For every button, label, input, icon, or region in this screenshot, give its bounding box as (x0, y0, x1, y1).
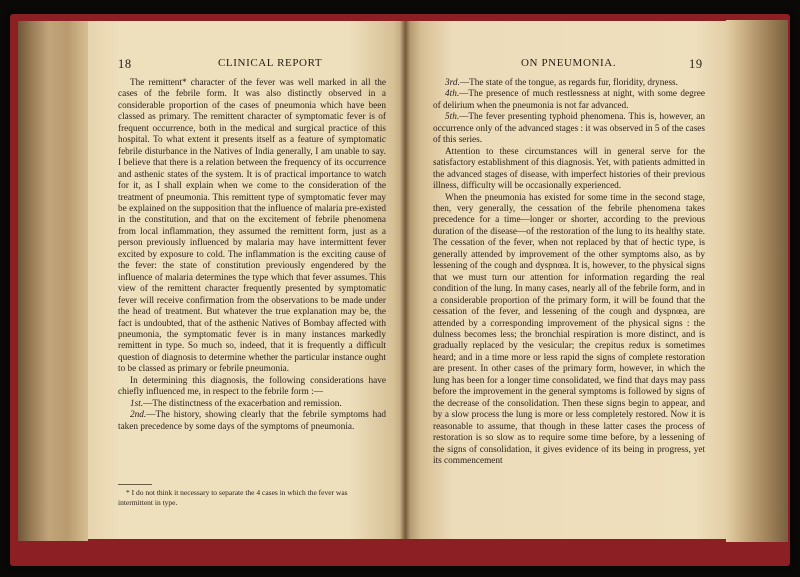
left-page (88, 21, 406, 539)
left-page-body (118, 78, 386, 433)
list-text: —The history, showing clearly that the febrile symptoms had taken precedence by some days of the symptoms of pneumonia. (118, 410, 386, 432)
list-item (118, 399, 386, 410)
list-item (118, 410, 386, 433)
page-number-left: 18 (118, 57, 132, 71)
right-page-body (433, 78, 705, 467)
left-page-edges (18, 21, 88, 541)
list-item (433, 112, 705, 146)
running-head-right: ON PNEUMONIA. (521, 57, 617, 69)
right-page (405, 21, 727, 539)
list-item (433, 89, 705, 112)
paragraph: The remittent* character of the fever was well marked in all the cases of the febrile form. It was also distinctly observed in a considerable proportion of the cases of pneumonia which have been classed as primary. The remittent character of symptomatic fever is of frequent occurrence, both in the medical and surgical practice of this hospital. To what extent it presents itself as a feature of symptomatic febrile disturbance in the Natives of India generally, I am unable to say. I believe that there is a relation between the frequency of its occurrence and asthenic states of the system. It is of practical importance to watch for it, as I shall explain when we come to the consideration of the treatment of pneumonia. This remittent type of symptomatic fever may be explained on the supposition that the influence of malaria pre-existed in the constitution, and that on the excitement of febrile phenomena from local inflammation, they assumed the remittent form, just as a person previously influenced by malaria may have intermittent fever excited by exposure to cold. The inflammation is the exciting cause of the fever: the state of constitution previously engendered by the influence of malaria determines the type which that fever assumes. This view of the remittent character frequently presented by symptomatic fever will receive confirmation from the observations to be made under the head of treatment. But whatever the true explanation may be, the fact is undoubted, that of the asthenic Natives of Bombay affected with pneumonia, the symptomatic fever is in many instances markedly remittent in type. So much so, indeed, that it is frequently a difficult question of diagnosis to determine whether the particular instance ought to be classed as primary or febrile pneumonia. (118, 78, 386, 375)
list-text: —The presence of much restlessness at night, with some degree of delirium when the pneumonia is not far advanced. (433, 89, 705, 111)
paragraph: Attention to these circumstances will in general serve for the satisfactory establishment of this diagnosis. Yet, with patients admitted in the advanced stages of disease, with imperfect histories of their previous illness, difficulty will be occasionally experienced. (433, 146, 705, 192)
running-head-left: CLINICAL REPORT (218, 57, 323, 69)
page-number-right: 19 (689, 57, 703, 71)
paragraph: In determining this diagnosis, the following considerations have chiefly influenced me, in respect to the febrile form :— (118, 375, 386, 398)
list-text: —The fever presenting typhoid phenomena. This is, however, an occurrence only of the advanced stages : it was observed in 5 of the cases of this series. (433, 112, 705, 146)
list-text: —The state of the tongue, as regards fur, floridity, dryness. (459, 78, 678, 88)
list-label: 1st. (130, 398, 144, 409)
list-label: 5th. (445, 112, 460, 123)
footnote-rule (118, 484, 152, 485)
list-label: 2nd. (130, 410, 147, 421)
paragraph: When the pneumonia has existed for some time in the second stage, then, very generally, the cessation of the febrile phenomena takes precedence for a time—longer or shorter, according to the previous duration of the disease—of the restoration of the lung to its healthy state. The cessation of the fever, when not replaced by that of hectic type, is generally attended by improvement of the other symptoms also, as by lessening of the cough and dyspnœa. It is, however, to the physical signs that we must turn our attention for information regarding the real condition of the lung. In many cases, nearly all of the febrile form, and in a considerable proportion of the primary form, it will be found that the cessation of the fever, and lessening of the cough and dyspnœa, are attended by a corresponding improvement of the physical signs : the dulness becomes less; the bronchial respiration is more distinct, and is gradually replaced by the vesicular; the crepitus redux is sometimes heard; and in a time more or less rapid the signs of complete restoration are present. In other cases of the primary form, however, in which the lung has been for a longer time consolidated, we find that days may pass before the improvement in the general symptoms is followed by signs of the decrease of the consolidation. Then these signs begin to appear, and by a slow process the lung is more or less completely restored. Now it is reasonable to assume, that though in these latter cases the process of restoration is so slow as to require some time before, by a lessening of the signs of consolidation, it gives evidence of its being in progress, yet its commencement (433, 192, 705, 466)
list-label: 4th. (445, 89, 460, 100)
list-label: 3rd. (445, 78, 460, 88)
list-item (433, 78, 705, 89)
list-text: —The distinctness of the exacerbation and remission. (143, 398, 342, 409)
footnote: * I do not think it necessary to separate the 4 cases in which the fever was intermittent in type. (118, 488, 348, 507)
right-page-edges (726, 20, 788, 542)
book-gutter (400, 21, 410, 539)
